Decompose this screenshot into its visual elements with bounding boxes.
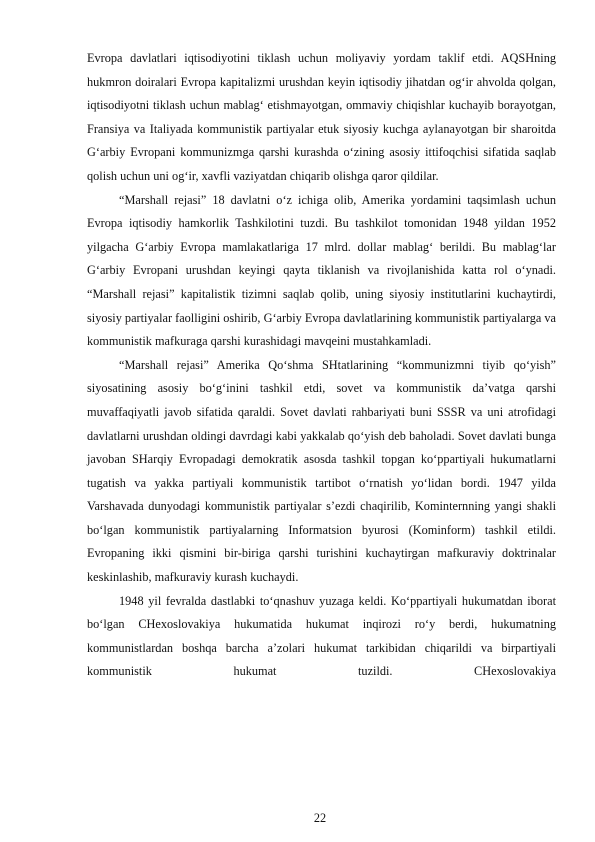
paragraph-4: 1948 yil fevralda dastlabki to‘qnashuv yuzaga keldi. Ko‘ppartiyali hukumatdan iborat bo‘lgan CHexoslovakiya hukumatida hukumat inqirozi ro‘y berdi, hukumatning kommunistlardan boshqa barcha a’zolari hukumat tarkibidan chiqarildi va birpartiyali kommunistik hukumat tuzildi. CHexoslovakiya — [87, 593, 556, 679]
body-text — [87, 47, 556, 684]
paragraph-3: “Marshall rejasi” Amerika Qo‘shma SHtatlarining “kommunizmni tiyib qo‘yish” siyosatining asosiy bo‘g‘inini tashkil etdi, sovet va kommunistik da’vatga qarshi muvaffaqiyatli javob sifatida qaraldi. Sovet davlati rahbariyati buni SSSR va uni atrofidagi davlatlarni urushdan oldingi davrdagi kabi yakkalab qo‘yish deb baholadi. Sovet davlati bunga javoban SHarqiy Evropadagi demokratik asosda tashkil topgan ko‘ppartiyali hukumatlarni tugatish va yakka partiyali kommunistik tartibot o‘rnatish yo‘lidan bordi. 1947 yilda Varshavada dunyodagi kommunistik partiyalar s’ezdi chaqirilib, Kominternning yangi shakli bo‘lgan kommunistik partiyalarning Informatsion byurosi (Kominform) tashkil etildi. Evropaning ikki qismini bir-biriga qarshi turishini kuchaytirgan mafkuraviy doktrinalar keskinlashib, mafkuraviy kurash kuchaydi. — [87, 357, 556, 585]
page-number: 22 — [313, 811, 327, 825]
paragraph-2: “Marshall rejasi” 18 davlatni o‘z ichiga olib, Amerika yordamini taqsimlash uchun Evropa iqtisodiy hamkorlik Tashkilotini tuzdi. Bu tashkilot tomonidan 1948 yildan 1952 yilgacha G‘arbiy Evropa mamlakatlariga 17 mlrd. dollar mablag‘ berildi. Bu mablag‘lar G‘arbiy Evropani urushdan keyingi qayta tiklanish va rivojlanishida katta rol o‘ynadi. “Marshall rejasi” kapitalistik tizimni saqlab qolib, uning siyosiy institutlarini kuchaytirdi, siyosiy partiyalar faolligini oshirib, G‘arbiy Evropa davlatlarining kommunistik partiyalarga va kommunistik mafkuraga qarshi kurashidagi mavqeini mustahkamladi. — [87, 192, 556, 349]
paragraph-1: Evropa davlatlari iqtisodiyotini tiklash uchun moliyaviy yordam taklif etdi. AQSHning hukmron doiralari Evropa kapitalizmi urushdan keyin iqtisodiy jihatdan og‘ir ahvolda qolgan, iqtisodiyotni tiklash uchun mablag‘ etishmayotgan, ommaviy chiqishlar kuchayib borayotgan, Fransiya va Italiyada kommunistik partiyalar etuk siyosiy kuchga aylanayotgan bir sharoitda G‘arbiy Evropani kommunizmga qarshi kurashda o‘zining asosiy ittifoqchisi sifatida saqlab qolish uchun uni og‘ir, xavfli vaziyatdan chiqarib olishga qaror qildilar. — [87, 51, 556, 183]
